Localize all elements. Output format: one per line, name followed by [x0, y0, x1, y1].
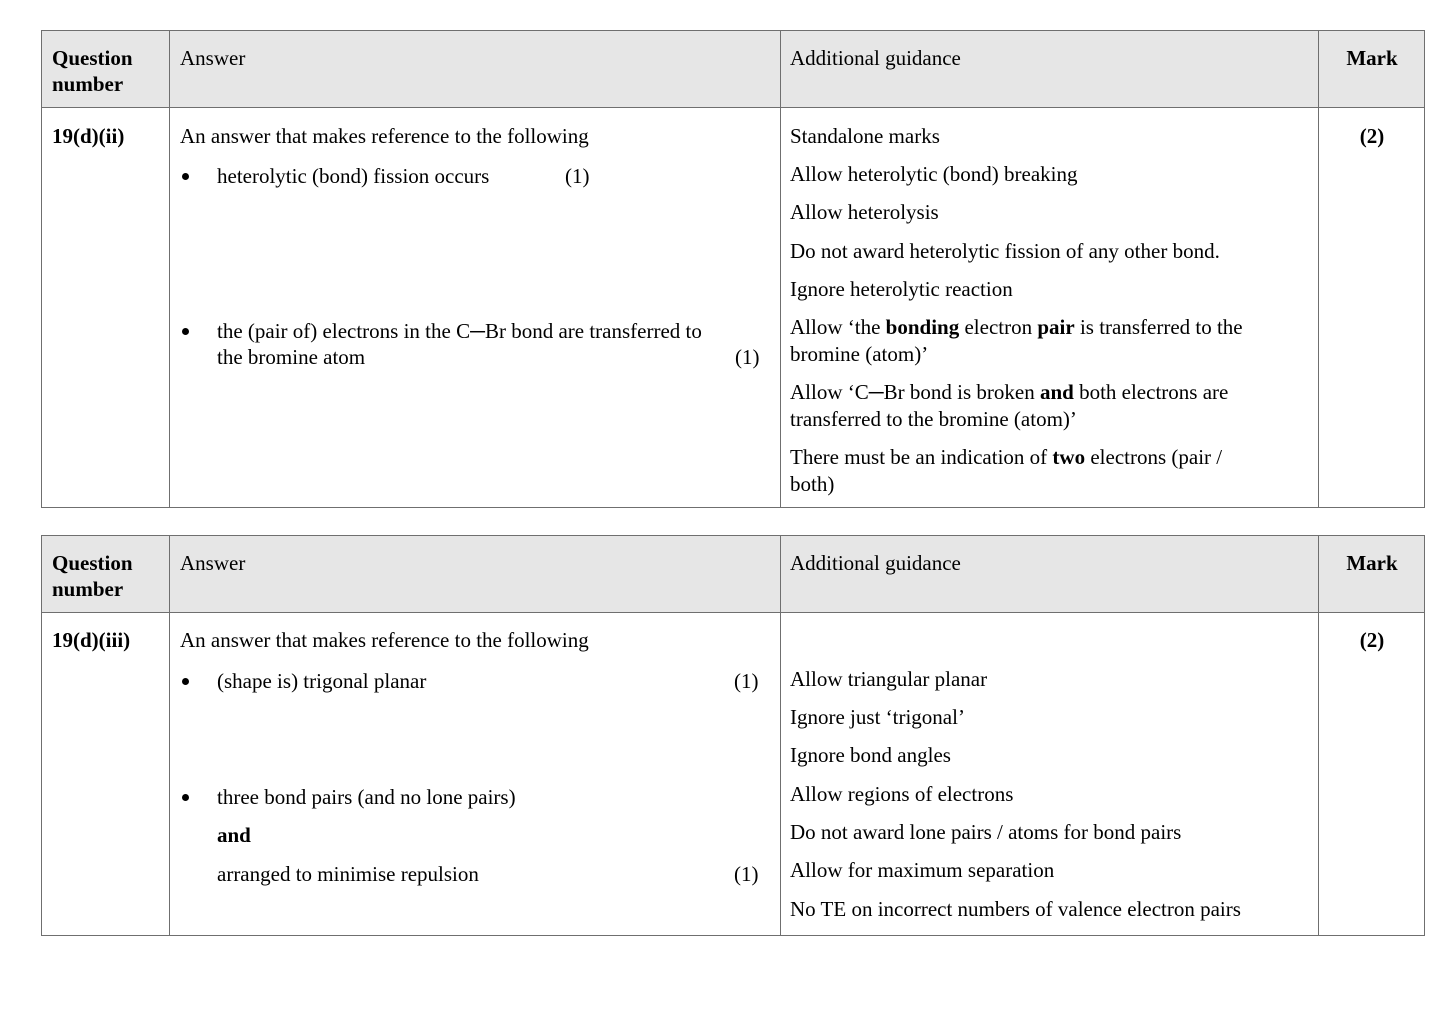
- header-mark: Mark: [1346, 551, 1398, 575]
- answer-point-2-mark: (1): [734, 862, 759, 886]
- guidance-line: There must be an indication of two electrons (pair /: [790, 445, 1223, 469]
- header-additional-guidance: Additional guidance: [790, 46, 961, 70]
- header-question-number-2: number: [52, 577, 124, 601]
- guidance-line: Allow triangular planar: [790, 667, 988, 691]
- guidance-line: Do not award lone pairs / atoms for bond pairs: [790, 820, 1182, 844]
- bullet-icon: [182, 794, 189, 801]
- answer-intro: An answer that makes reference to the following: [180, 124, 589, 148]
- bullet-icon: [182, 678, 189, 685]
- guidance-line: Allow ‘C─Br bond is broken and both electrons are: [790, 380, 1229, 404]
- table-header-row: [42, 31, 1424, 108]
- guidance-line: Allow regions of electrons: [790, 782, 1014, 806]
- answer-point-2-cont: arranged to minimise repulsion: [217, 862, 479, 886]
- answer-point-2-mark: (1): [735, 345, 760, 369]
- question-number: 19(d)(ii): [52, 124, 125, 148]
- table-header-row: [42, 536, 1424, 613]
- header-mark: Mark: [1346, 46, 1398, 70]
- guidance-line: Ignore just ‘trigonal’: [790, 705, 965, 729]
- header-answer: Answer: [180, 46, 246, 70]
- guidance-line: Do not award heterolytic fission of any other bond.: [790, 239, 1220, 263]
- header-question-number-2: number: [52, 72, 124, 96]
- guidance-line: No TE on incorrect numbers of valence electron pairs: [790, 897, 1241, 921]
- answer-point-1: (shape is) trigonal planar: [217, 669, 427, 693]
- header-additional-guidance: Additional guidance: [790, 551, 961, 575]
- guidance-line: Allow heterolysis: [790, 200, 939, 224]
- guidance-line: Allow heterolytic (bond) breaking: [790, 162, 1078, 186]
- guidance-line: Allow ‘the bonding electron pair is transferred to the: [790, 315, 1243, 339]
- question-number: 19(d)(iii): [52, 628, 131, 652]
- answer-point-2: three bond pairs (and no lone pairs): [217, 785, 516, 809]
- guidance-line: transferred to the bromine (atom)’: [790, 407, 1077, 431]
- guidance-line: both): [790, 472, 835, 496]
- header-question-number-1: Question: [52, 551, 133, 575]
- answer-point-2-line1: the (pair of) electrons in the C─Br bond are transferred to: [217, 319, 702, 343]
- header-answer: Answer: [180, 551, 246, 575]
- answer-and: and: [217, 823, 251, 847]
- answer-point-2-line2: the bromine atom: [217, 345, 366, 369]
- answer-point-1-mark: (1): [734, 669, 759, 693]
- mark-scheme-table-19dii: [41, 30, 1425, 508]
- mark-value: (2): [1359, 628, 1385, 652]
- mark-value: (2): [1359, 124, 1385, 148]
- guidance-line: Ignore heterolytic reaction: [790, 277, 1013, 301]
- answer-point-1: heterolytic (bond) fission occurs: [217, 164, 490, 188]
- guidance-line: bromine (atom)’: [790, 342, 929, 366]
- answer-intro: An answer that makes reference to the following: [180, 628, 589, 652]
- answer-point-1-mark: (1): [565, 164, 590, 188]
- bullet-icon: [182, 328, 189, 335]
- bullet-icon: [182, 173, 189, 180]
- guidance-line: Standalone marks: [790, 124, 940, 148]
- guidance-line: Allow for maximum separation: [790, 858, 1055, 882]
- guidance-line: Ignore bond angles: [790, 743, 951, 767]
- header-question-number-1: Question: [52, 46, 133, 70]
- mark-scheme-table-19diii: [41, 535, 1425, 936]
